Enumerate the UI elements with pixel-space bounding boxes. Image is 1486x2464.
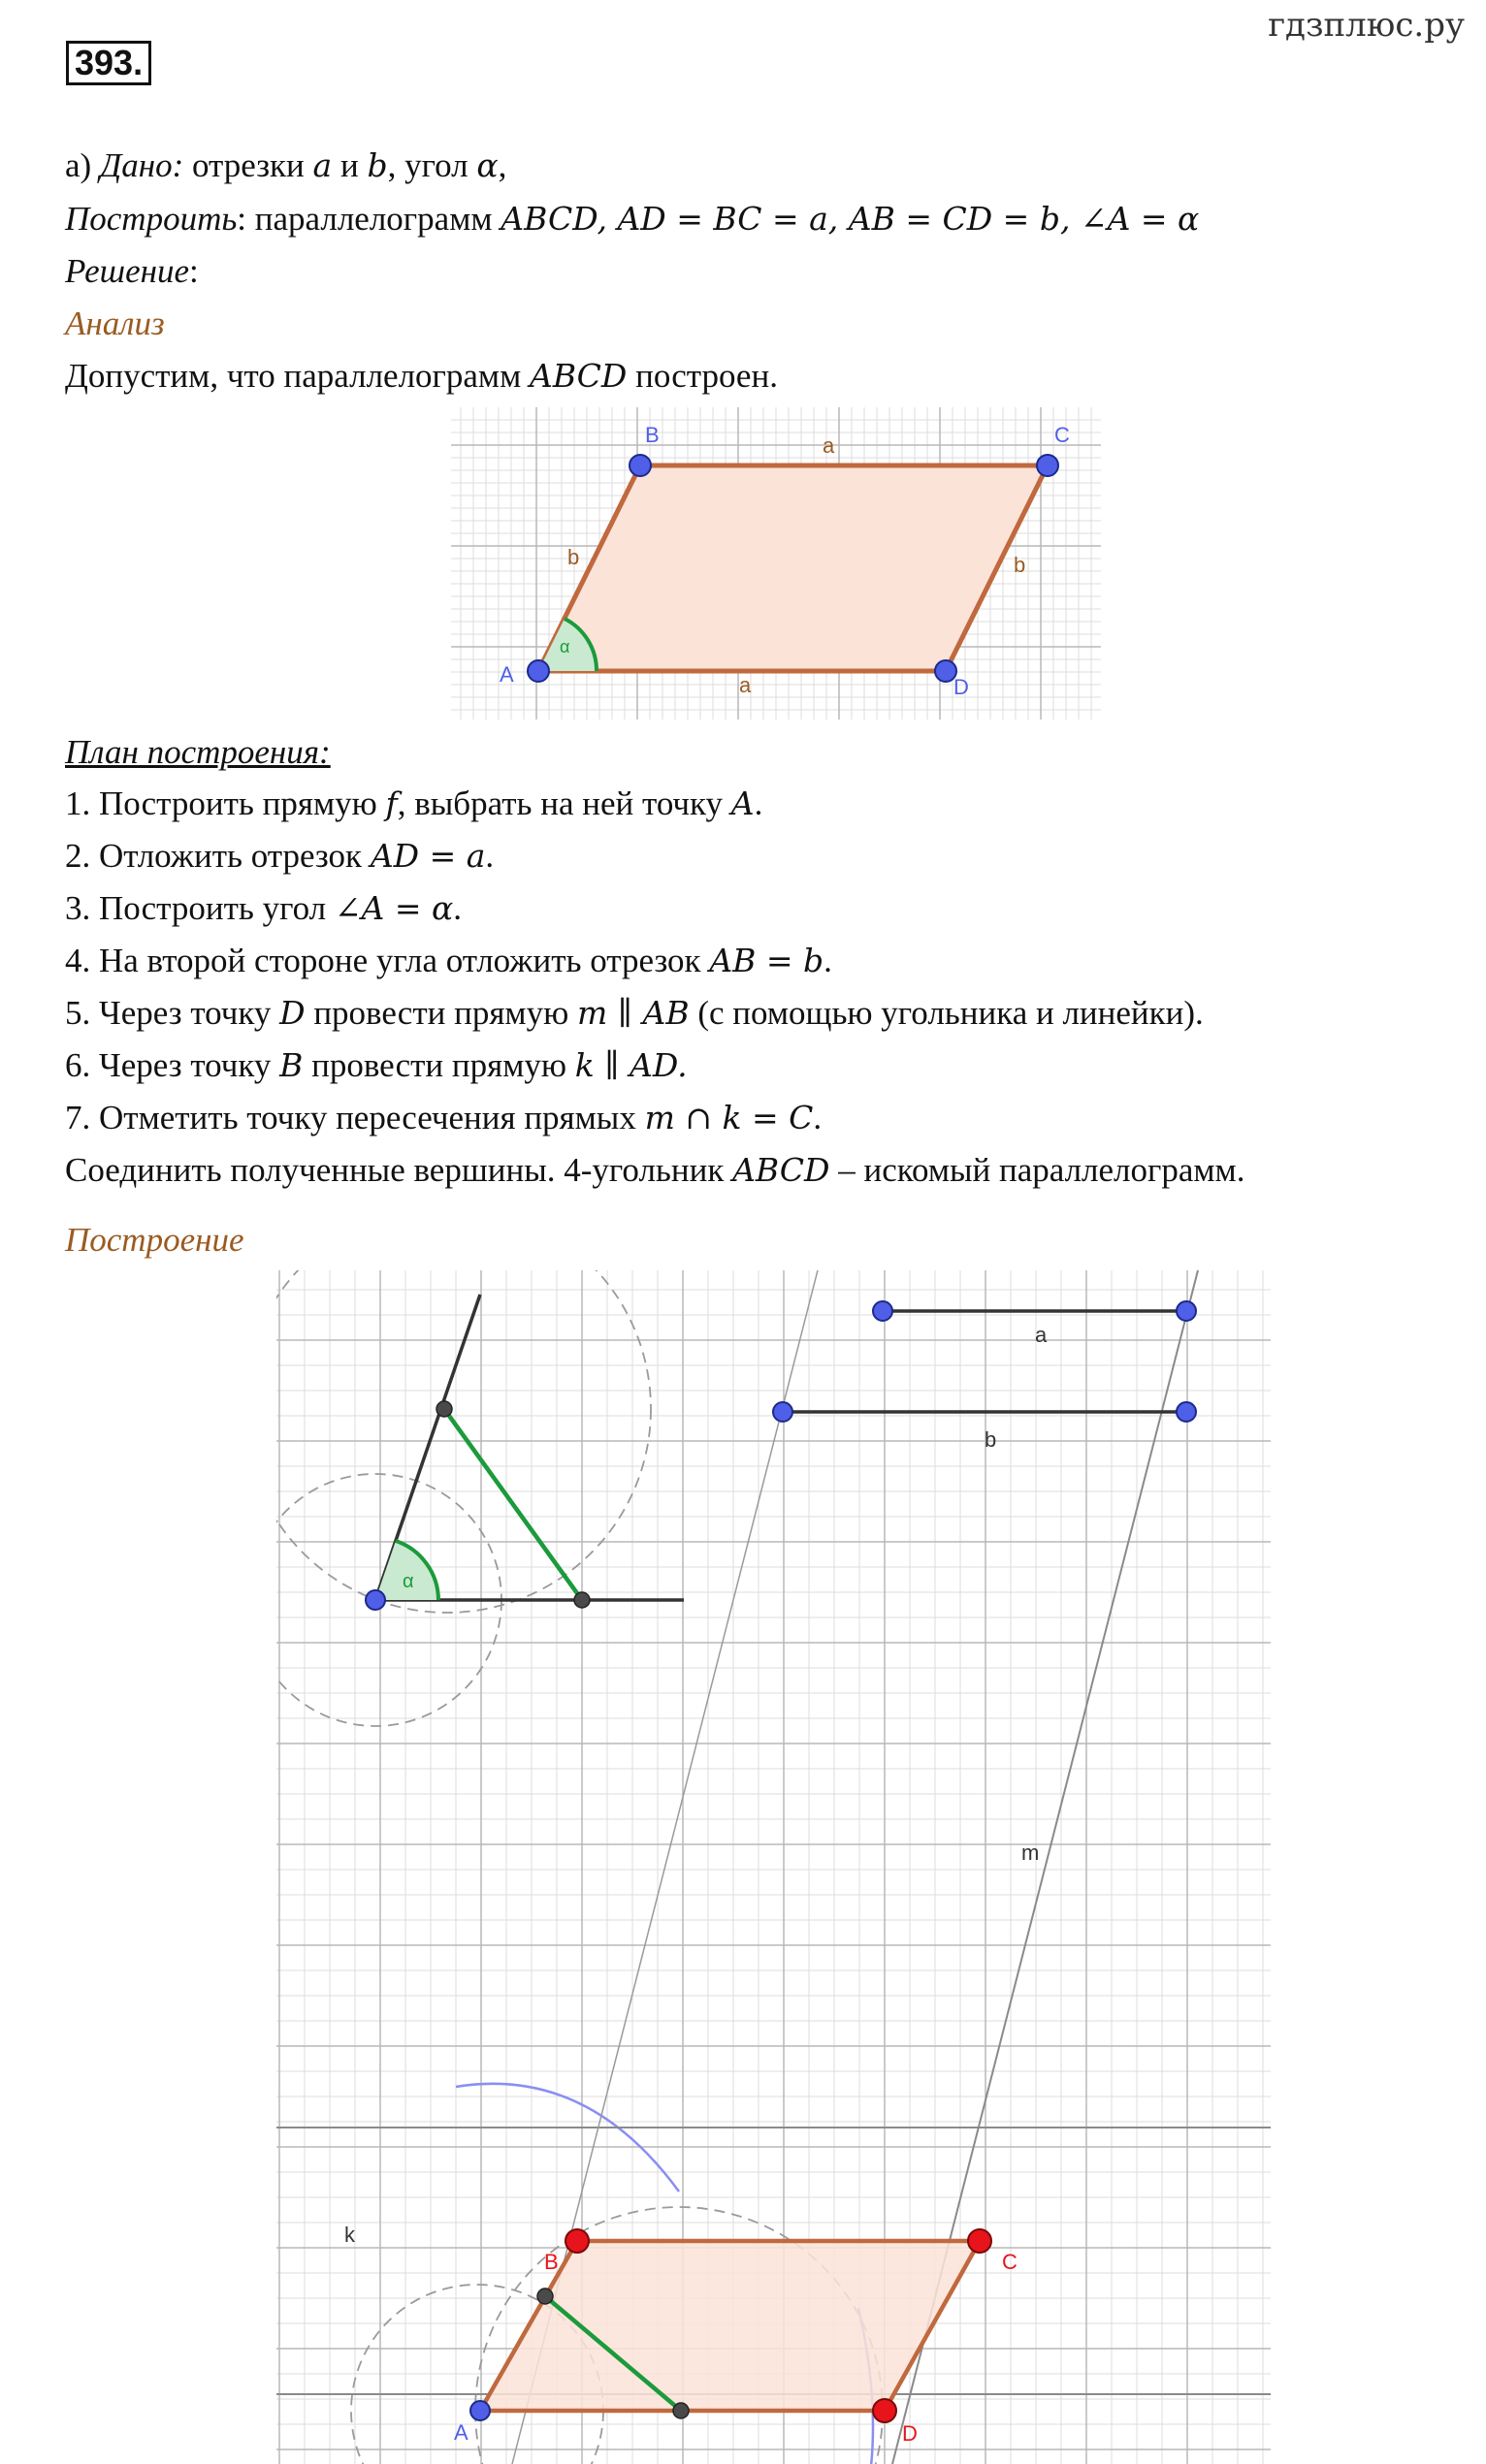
construction-point-on-ab: [537, 2288, 553, 2304]
plan-step-text: провести прямую: [303, 1046, 575, 1084]
angle-point-upper: [436, 1401, 452, 1417]
analysis-parallelogram: [538, 465, 1048, 671]
given-alpha: α: [476, 146, 499, 184]
analysis-text2: построен.: [627, 357, 778, 395]
point-c: [968, 2229, 991, 2253]
label-segment-b: b: [985, 1427, 997, 1452]
analysis-label-c: C: [1054, 423, 1070, 447]
solution-colon: :: [189, 252, 199, 290]
point-d: [873, 2399, 896, 2422]
analysis-figure: [451, 407, 1101, 720]
construction-heading: Построение: [65, 1221, 244, 1259]
analysis-point-a: [528, 660, 549, 682]
plan-step-math: m ∩ k = C: [644, 1099, 814, 1136]
conclusion-math: ABCD: [732, 1151, 830, 1189]
construct-formula: ABCD, AD = BC = a, AB = CD = b, ∠A = α: [501, 200, 1200, 238]
plan-step-text: .: [813, 1099, 823, 1136]
plan-step-text: Отметить точку пересечения прямых: [99, 1099, 645, 1136]
blue-arc-b: [456, 2084, 679, 2192]
site-watermark: гдзплюс.ру: [1268, 6, 1465, 45]
plan-step-text: .: [824, 942, 832, 979]
analysis-point-b: [630, 455, 651, 476]
plan-step-math: ∠A = α: [334, 889, 454, 927]
plan-step-2: [65, 836, 494, 877]
construction-point-on-ad: [673, 2403, 689, 2418]
plan-step-number: 3.: [65, 889, 99, 927]
analysis-abcd: ABCD: [529, 357, 628, 395]
given-text1: отрезки: [183, 146, 313, 184]
segment-b-end: [1177, 1402, 1196, 1422]
plan-step-text: Через точку: [99, 994, 280, 1032]
plan-step-math: f: [385, 784, 398, 822]
plan-step-7: [65, 1098, 822, 1138]
plan-step-number: 1.: [65, 784, 99, 822]
angle-chord: [444, 1409, 582, 1600]
angle-vertex: [366, 1590, 385, 1610]
plan-step-math: AD = a: [370, 837, 486, 875]
plan-step-math: A: [730, 784, 755, 822]
construct-text: : параллелограмм: [237, 200, 501, 238]
analysis-label-a: A: [500, 662, 514, 687]
analysis-label-side-bottom: a: [739, 673, 752, 697]
plan-step-text: , выбрать на ней точку: [397, 784, 731, 822]
plan-step-5: [65, 993, 1204, 1034]
label-point-a: A: [454, 2420, 468, 2445]
plan-step-math: D: [279, 994, 306, 1032]
plan-step-math: AB = b: [709, 942, 824, 979]
plan-step-4: [65, 941, 832, 981]
plan-step-text: .: [453, 889, 463, 927]
analysis-label-b: B: [645, 423, 660, 447]
given-text2: , угол: [387, 146, 477, 184]
plan-step-text: провести прямую: [305, 994, 577, 1032]
plan-heading: [65, 732, 331, 773]
analysis-heading: Анализ: [65, 304, 165, 342]
label-alpha: α: [403, 1571, 414, 1592]
segment-a-end: [1177, 1301, 1196, 1321]
analysis-text: [65, 356, 778, 397]
plan-step-math: k ∥ AD.: [574, 1046, 688, 1084]
problem-number: 393.: [66, 41, 151, 85]
given-text3: ,: [498, 146, 507, 184]
plan-step-number: 4.: [65, 942, 99, 979]
angle-point-right: [574, 1592, 590, 1608]
label-point-b: B: [544, 2250, 559, 2274]
plan-step-math: m ∥ AB: [576, 994, 690, 1032]
plan-step-text: Через точку: [99, 1046, 280, 1084]
given-b: b: [367, 146, 388, 184]
construct-label: Построить: [65, 200, 238, 238]
solution-label: Решение: [65, 252, 190, 290]
solution-line: [65, 251, 199, 292]
plan-step-3: [65, 888, 462, 929]
label-line-m: m: [1021, 1840, 1040, 1865]
conclusion-text: Соединить полученные вершины. 4-угольник: [65, 1151, 733, 1189]
plan-step-text: (с помощью угольника и линейки).: [689, 994, 1204, 1032]
label-point-d: D: [902, 2421, 918, 2446]
segment-b-start: [773, 1402, 792, 1422]
given-label: Дано:: [99, 146, 184, 184]
plan-step-6: [65, 1045, 688, 1086]
plan-heading-text: План построения:: [65, 733, 331, 771]
given-a: a: [312, 146, 333, 184]
analysis-text1: Допустим, что параллелограмм: [65, 357, 530, 395]
plan-step-number: 2.: [65, 837, 99, 875]
analysis-label-d: D: [953, 675, 969, 699]
point-a: [470, 2401, 490, 2420]
construct-line: [65, 199, 1199, 240]
label-segment-a: a: [1035, 1323, 1048, 1347]
given-line: [65, 145, 506, 186]
given-and: и: [332, 146, 368, 184]
analysis-point-c: [1037, 455, 1058, 476]
analysis-label-alpha: α: [560, 637, 570, 656]
construction-figure: [276, 1270, 1271, 2464]
given-prefix: а): [65, 146, 100, 184]
analysis-label-side-right: b: [1014, 553, 1026, 577]
analysis-label-side-left: b: [567, 545, 580, 569]
conclusion-text: – искомый параллелограмм.: [829, 1151, 1245, 1189]
plan-step-text: Отложить отрезок: [99, 837, 371, 875]
label-line-k: k: [344, 2223, 355, 2247]
plan-step-number: 5.: [65, 994, 99, 1032]
label-point-c: C: [1002, 2250, 1018, 2274]
plan-step-text: Построить прямую: [99, 784, 386, 822]
conclusion-line: [65, 1150, 1244, 1191]
point-b: [565, 2229, 589, 2253]
plan-step-text: Построить угол: [99, 889, 335, 927]
plan-step-number: 7.: [65, 1099, 99, 1136]
plan-step-text: .: [485, 837, 495, 875]
plan-step-text: .: [754, 784, 763, 822]
analysis-label-side-top: a: [823, 433, 835, 458]
plan-step-1: [65, 784, 762, 824]
plan-step-math: B: [279, 1046, 304, 1084]
segment-a-start: [873, 1301, 892, 1321]
plan-step-number: 6.: [65, 1046, 99, 1084]
plan-step-text: На второй стороне угла отложить отрезок: [99, 942, 710, 979]
